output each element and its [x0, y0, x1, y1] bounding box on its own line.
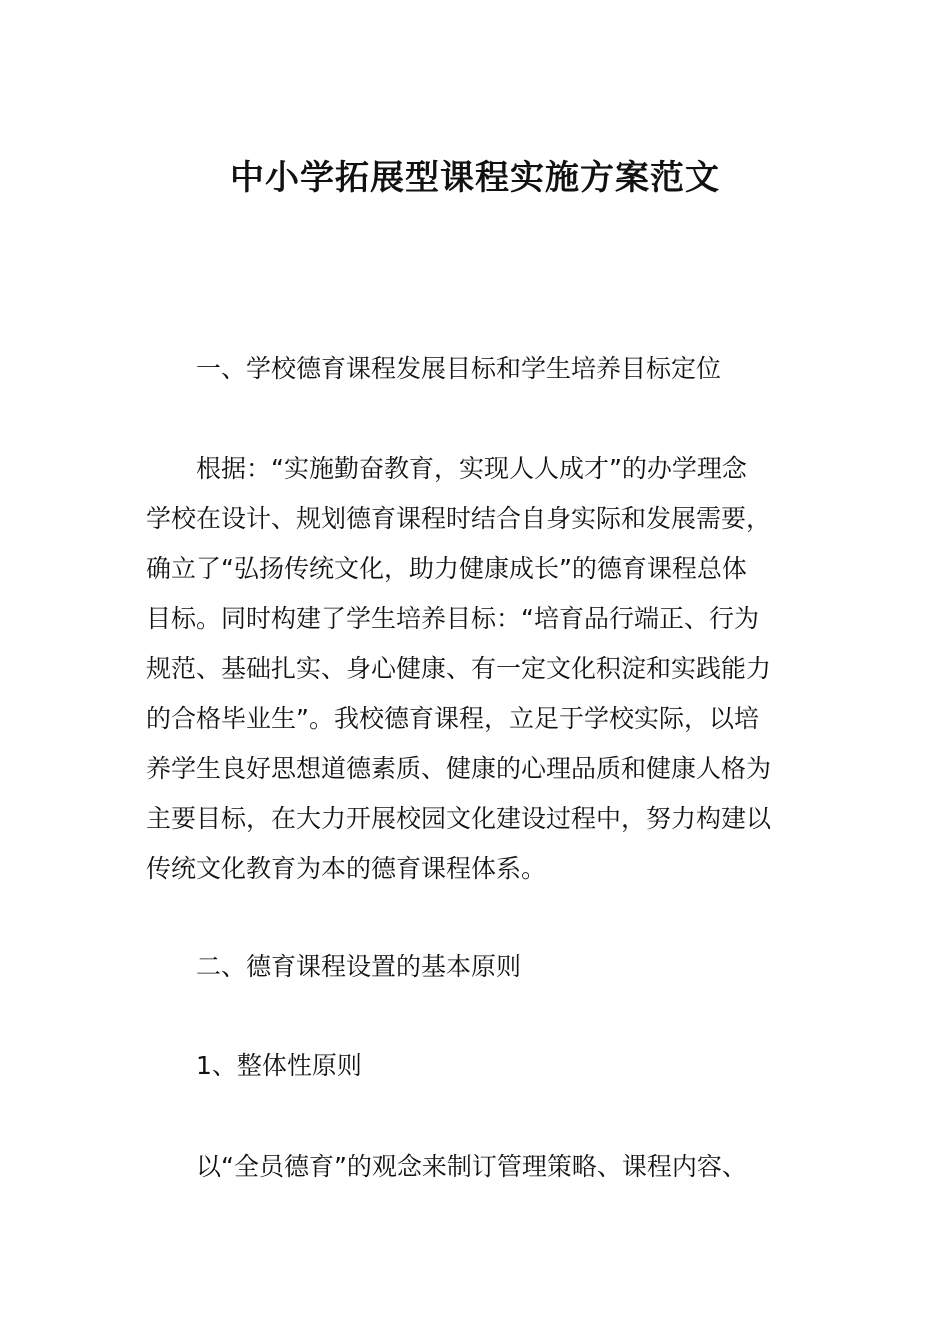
- paragraph-line: 规范、基础扎实、身心健康、有一定文化积淀和实践能力: [146, 654, 772, 683]
- paragraph-line: 养学生良好思想道德素质、健康的心理品质和健康人格为: [146, 754, 772, 783]
- section-1-paragraph: [146, 444, 810, 894]
- subsection-heading-1: 1、整体性原则: [196, 1051, 362, 1080]
- paragraph-line: 以“全员德育”的观念来制订管理策略、课程内容、: [196, 1152, 747, 1181]
- paragraph-line: 学校在设计、规划德育课程时结合自身实际和发展需要，: [146, 504, 772, 533]
- section-heading-1: 一、学校德育课程发展目标和学生培养目标定位: [196, 354, 722, 383]
- paragraph-line: 根据：“实施勤奋教育，实现人人成才”的办学理念: [196, 454, 747, 483]
- paragraph-line: 确立了“弘扬传统文化，助力健康成长”的德育课程总体: [146, 554, 747, 583]
- subsection-1-paragraph: [146, 1142, 810, 1192]
- paragraph-line: 的合格毕业生”。我校德育课程，立足于学校实际，以培: [146, 704, 759, 733]
- paragraph-line: 目标。同时构建了学生培养目标：“培育品行端正、行为: [146, 604, 759, 633]
- paragraph-line: 传统文化教育为本的德育课程体系。: [146, 854, 547, 883]
- document-title: 中小学拓展型课程实施方案范文: [230, 158, 720, 198]
- section-heading-2: 二、德育课程设置的基本原则: [196, 952, 522, 981]
- paragraph-line: 主要目标，在大力开展校园文化建设过程中，努力构建以: [146, 804, 772, 833]
